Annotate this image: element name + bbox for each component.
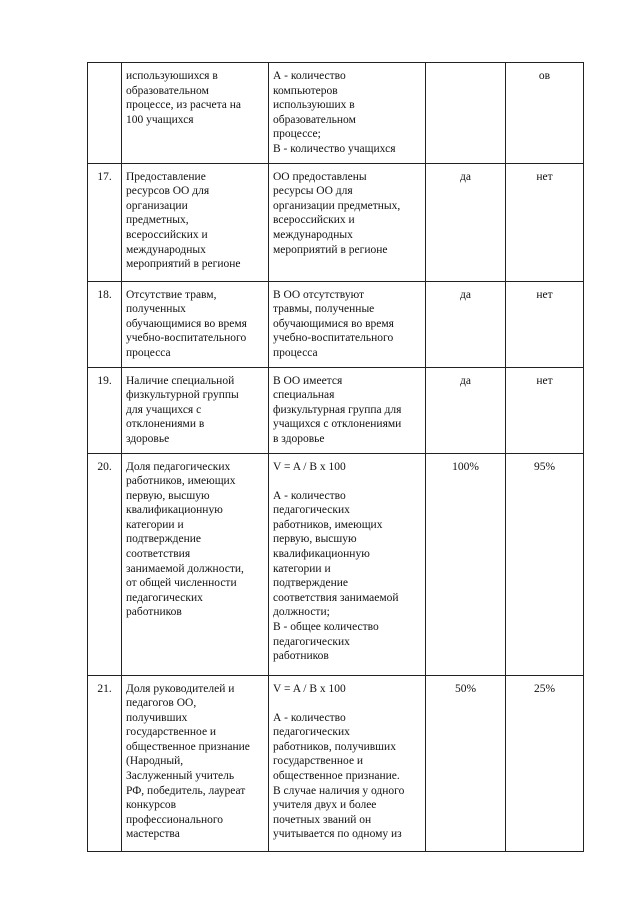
name-line: всероссийских и	[126, 228, 208, 241]
name-line: 100 учащихся	[126, 113, 194, 126]
name-line: Наличие специальной	[126, 374, 235, 387]
indicator-name-cell	[122, 367, 269, 453]
calculation-method-cell	[269, 163, 426, 281]
method-line: мероприятий в регионе	[273, 243, 388, 256]
name-line: организации	[126, 199, 188, 212]
method-line: А - количество	[273, 711, 346, 724]
name-line: образовательном	[126, 84, 209, 97]
name-line: для учащихся с	[126, 403, 202, 416]
method-line: подтверждение	[273, 577, 348, 590]
name-line: полученных	[126, 303, 186, 316]
method-line: работников, получивших	[273, 740, 396, 753]
method-line: международных	[273, 228, 353, 241]
max-value-cell: да	[426, 367, 506, 453]
method-line: работников, имеющих	[273, 518, 383, 531]
indicator-name-cell	[122, 453, 269, 675]
max-value-cell	[426, 63, 506, 164]
method-line: первую, высшую	[273, 533, 357, 546]
method-line: процесса	[273, 346, 318, 359]
row-number-cell: 21.	[88, 675, 122, 851]
min-value-cell: нет	[506, 281, 584, 367]
name-line: мероприятий в регионе	[126, 258, 241, 271]
name-line: Доля педагогических	[126, 460, 231, 473]
name-line: физкультурной группы	[126, 389, 239, 402]
calculation-method-cell	[269, 63, 426, 164]
name-line: Отсутствие травм,	[126, 288, 217, 301]
name-line: работников, имеющих	[126, 475, 236, 488]
name-line: соответствия	[126, 548, 191, 561]
method-line: В случае наличия у одного	[273, 784, 405, 797]
method-line: В ОО имеется	[273, 374, 343, 387]
method-line: категории и	[273, 562, 331, 575]
name-line: занимаемой должности,	[126, 562, 244, 575]
name-line: международных	[126, 243, 206, 256]
method-line: в здоровье	[273, 432, 325, 445]
method-line: А - количество	[273, 489, 346, 502]
name-line: (Народный,	[126, 755, 184, 768]
method-line: физкультурная группа для	[273, 403, 402, 416]
row-number-cell: 19.	[88, 367, 122, 453]
table-row	[88, 675, 584, 851]
name-line: профессионального	[126, 813, 224, 826]
method-line: ОО предоставлены	[273, 170, 367, 183]
method-line: учителя двух и более	[273, 799, 377, 812]
name-line: здоровье	[126, 432, 170, 445]
calculation-method-cell	[269, 453, 426, 675]
method-line: В ОО отсутствуют	[273, 288, 365, 301]
name-line: мастерства	[126, 828, 180, 841]
name-line: от общей численности	[126, 577, 237, 590]
max-value-cell: да	[426, 281, 506, 367]
method-line: педагогических	[273, 504, 350, 517]
indicator-name-cell	[122, 281, 269, 367]
name-line: работников	[126, 606, 182, 619]
method-line: обучающимися во время	[273, 317, 394, 330]
name-line: процессе, из расчета на	[126, 99, 241, 112]
criteria-table	[87, 62, 584, 852]
name-line: процесса	[126, 346, 171, 359]
method-line	[273, 474, 421, 489]
method-line: почетных званий он	[273, 813, 372, 826]
row-number-cell: 20.	[88, 453, 122, 675]
max-value-cell: да	[426, 163, 506, 281]
max-value-cell: 100%	[426, 453, 506, 675]
name-line: отклонениями в	[126, 418, 205, 431]
method-line: V = A / B x 100	[273, 682, 346, 695]
table-row	[88, 453, 584, 675]
method-line: учитывается по одному из	[273, 828, 402, 841]
min-value-cell: 95%	[506, 453, 584, 675]
row-number-cell	[88, 63, 122, 164]
method-line: учебно-воспитательного	[273, 332, 394, 345]
method-line: учащихся с отклонениями	[273, 418, 402, 431]
method-line: процессе;	[273, 128, 321, 141]
method-line: всероссийских и	[273, 214, 355, 227]
name-line: педагогических	[126, 591, 203, 604]
method-line: ресурсы ОО для	[273, 185, 353, 198]
criteria-table-body	[88, 63, 584, 852]
name-line: педагогов ОО,	[126, 697, 197, 710]
name-line: квалификационную	[126, 504, 223, 517]
method-line: В - общее количество	[273, 621, 379, 634]
method-line: V = A / B x 100	[273, 460, 346, 473]
name-line: получивших	[126, 711, 188, 724]
method-line: педагогических	[273, 726, 350, 739]
method-line: педагогических	[273, 635, 350, 648]
method-line: травмы, полученные	[273, 303, 375, 316]
name-line: Доля руководителей и	[126, 682, 235, 695]
calculation-method-cell	[269, 367, 426, 453]
name-line: общественное признание	[126, 740, 250, 753]
min-value-cell: ов	[506, 63, 584, 164]
method-line: организации предметных,	[273, 199, 401, 212]
name-line: РФ, победитель, лауреат	[126, 784, 246, 797]
row-number-cell: 17.	[88, 163, 122, 281]
min-value-cell: 25%	[506, 675, 584, 851]
name-line: подтверждение	[126, 533, 201, 546]
method-line: В - количество учащихся	[273, 142, 396, 155]
table-row	[88, 281, 584, 367]
name-line: первую, высшую	[126, 489, 210, 502]
indicator-name-cell	[122, 163, 269, 281]
calculation-method-cell	[269, 675, 426, 851]
name-line: учебно-воспитательного	[126, 332, 247, 345]
method-line: квалификационную	[273, 548, 370, 561]
table-row	[88, 163, 584, 281]
min-value-cell: нет	[506, 163, 584, 281]
indicator-name-cell	[122, 675, 269, 851]
method-line: общественное признание.	[273, 770, 400, 783]
method-line: должности;	[273, 606, 330, 619]
name-line: используюшихся в	[126, 70, 218, 82]
name-line: конкурсов	[126, 799, 177, 812]
min-value-cell: нет	[506, 367, 584, 453]
name-line: предметных,	[126, 214, 189, 227]
method-line: используюших в	[273, 99, 355, 112]
method-line: А - количество	[273, 70, 346, 82]
name-line: категории и	[126, 518, 184, 531]
name-line: Предоставление	[126, 170, 206, 183]
name-line: государственное и	[126, 726, 217, 739]
table-row	[88, 63, 584, 164]
table-row	[88, 367, 584, 453]
method-line: государственное и	[273, 755, 364, 768]
method-line: образовательном	[273, 113, 356, 126]
indicator-name-cell	[122, 63, 269, 164]
method-line	[273, 696, 421, 711]
method-line: специальная	[273, 389, 335, 402]
name-line: ресурсов ОО для	[126, 185, 210, 198]
calculation-method-cell	[269, 281, 426, 367]
name-line: обучающимися во время	[126, 317, 247, 330]
max-value-cell: 50%	[426, 675, 506, 851]
method-line: работников	[273, 650, 329, 663]
row-number-cell: 18.	[88, 281, 122, 367]
method-line: соответствия занимаемой	[273, 591, 399, 604]
method-line: компьютеров	[273, 84, 338, 97]
name-line: Заслуженный учитель	[126, 770, 235, 783]
